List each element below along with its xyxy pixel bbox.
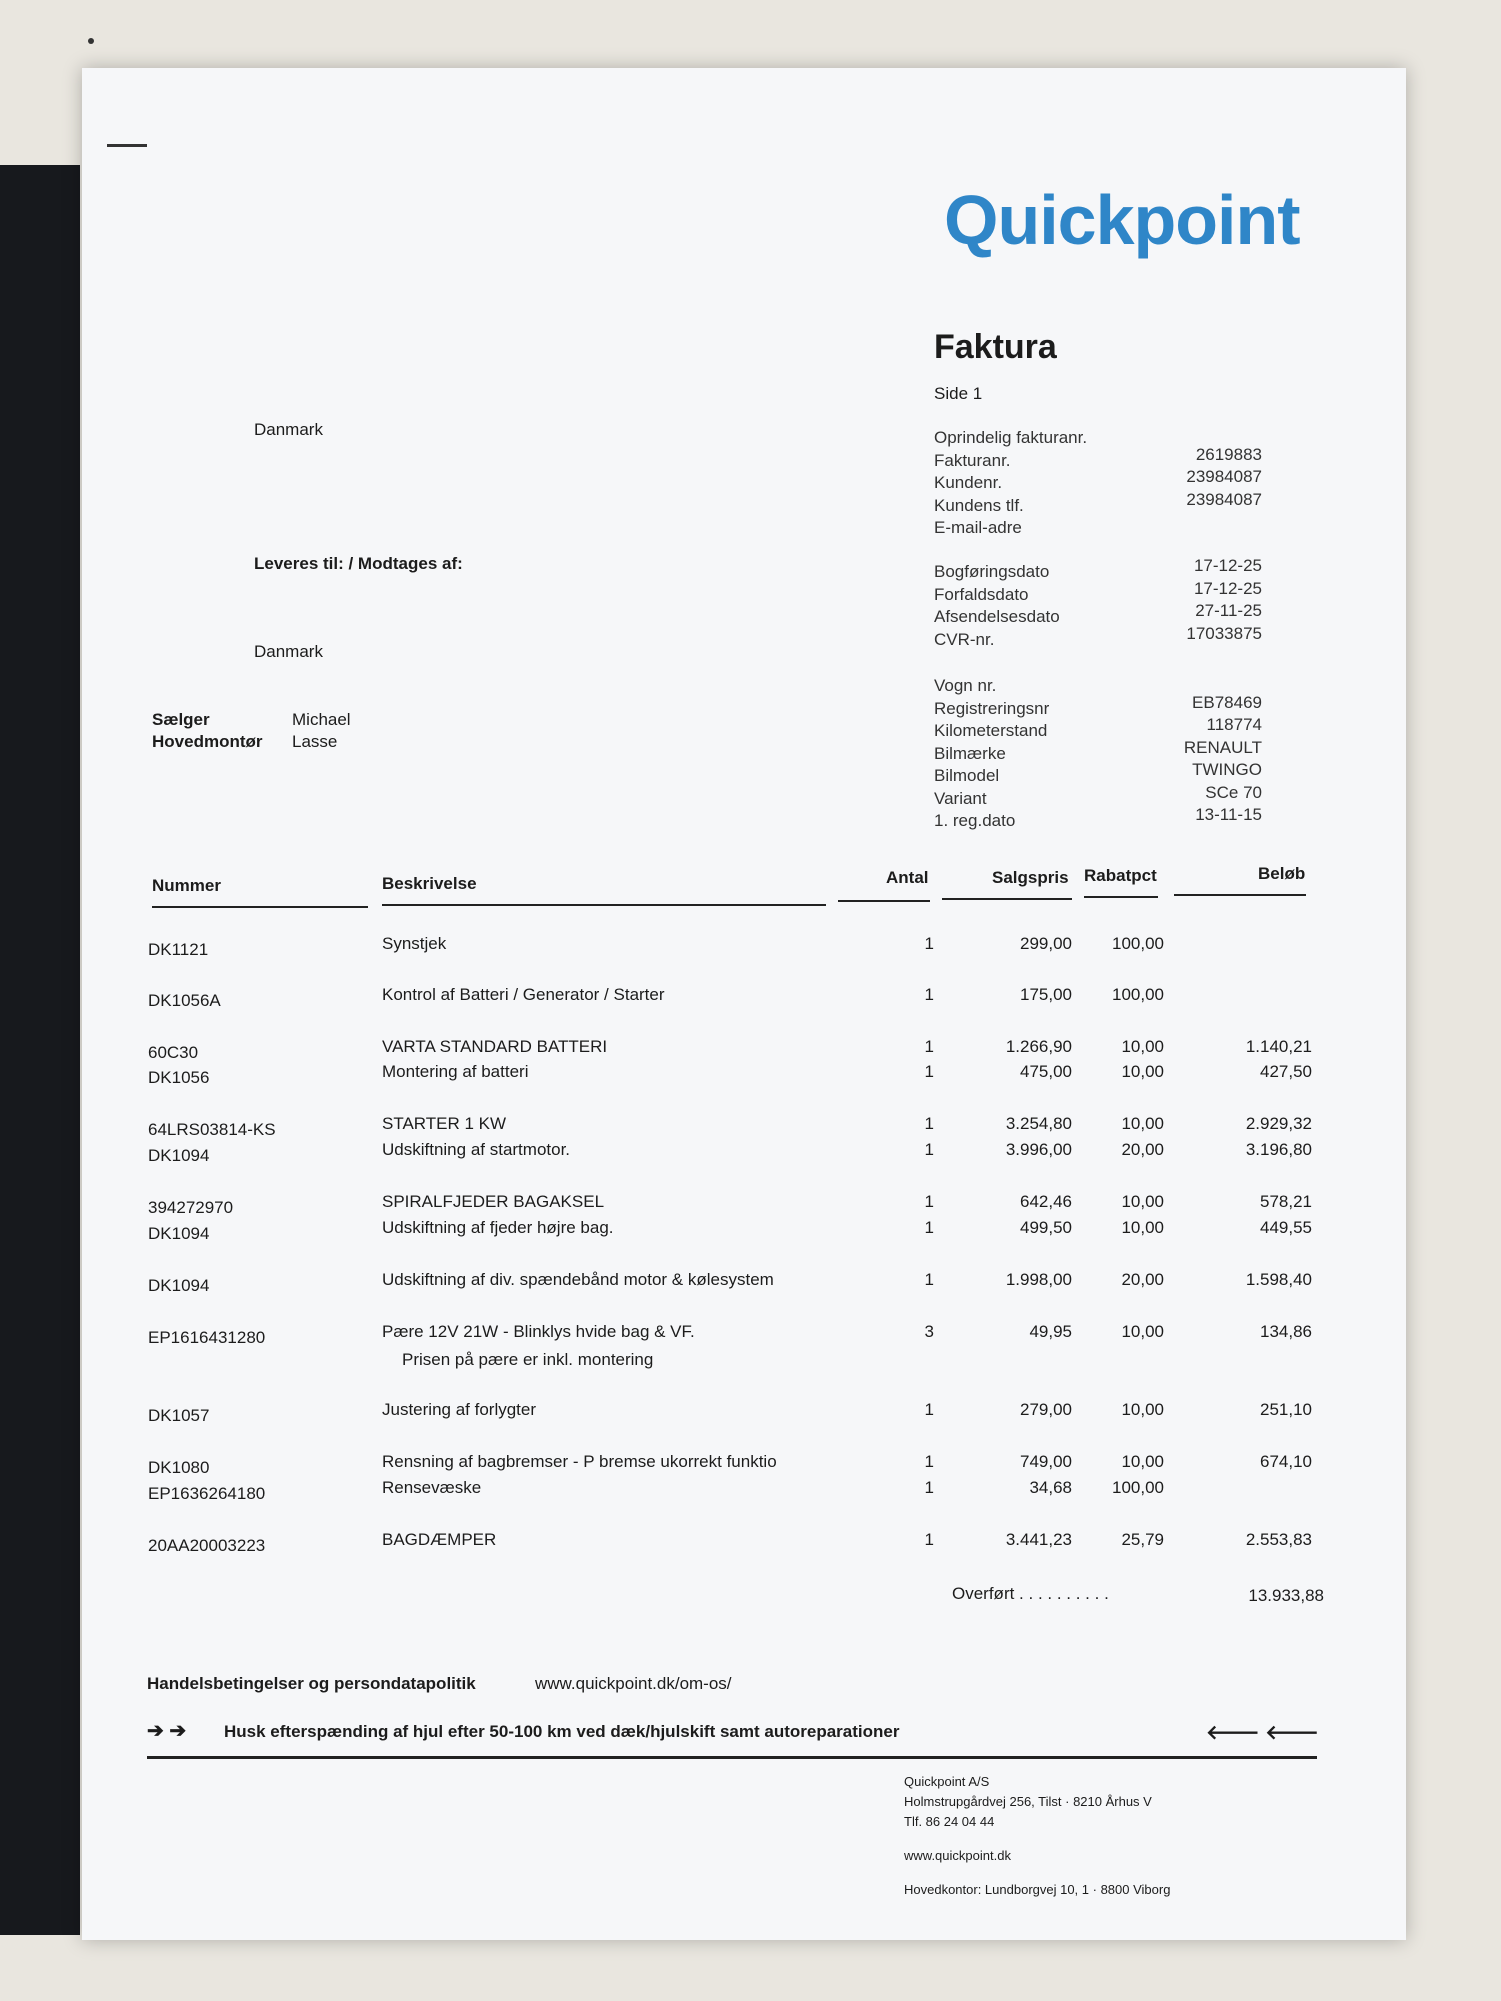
info-label: Kilometerstand [934, 721, 1048, 740]
info-value: TWINGO [1192, 760, 1262, 779]
info-label: Forfaldsdato [934, 584, 1029, 604]
company-website[interactable]: www.quickpoint.dk [904, 1848, 1011, 1863]
company-headquarters: Hovedkontor: Lundborgvej 10, 1 · 8800 Viborg [904, 1882, 1171, 1897]
background-dot [88, 38, 94, 44]
staff-value: Michael [292, 710, 351, 729]
item-discount: 10,00 [1121, 1192, 1164, 1211]
item-number: 64LRS03814-KS [148, 1120, 276, 1139]
item-amount: 251,10 [1260, 1400, 1312, 1419]
info-label: Kundens tlf. [934, 495, 1024, 515]
item-quantity: 1 [924, 985, 934, 1004]
col-header-antal: Antal [886, 868, 929, 887]
info-label: Variant [934, 788, 987, 808]
col-header-salgspris: Salgspris [992, 868, 1069, 887]
item-quantity: 1 [924, 1062, 934, 1081]
item-amount: 578,21 [1260, 1192, 1312, 1211]
item-number: 394272970 [148, 1198, 234, 1217]
item-price: 749,00 [1020, 1452, 1072, 1471]
item-price: 3.254,80 [1005, 1114, 1072, 1133]
item-number: 20AA20003223 [148, 1536, 266, 1555]
item-number: DK1121 [148, 940, 209, 959]
item-number: DK1094 [148, 1224, 210, 1243]
item-amount: 1.598,40 [1245, 1270, 1312, 1289]
info-label: Bilmærke [934, 743, 1006, 763]
binder-background [0, 165, 80, 1935]
arrow-right-icon: ➔ ➔ [147, 1720, 187, 1742]
header-underline [382, 904, 826, 906]
delivery-country: Danmark [254, 642, 323, 661]
item-description: Rensevæske [382, 1478, 482, 1497]
info-value: 23984087 [1186, 489, 1262, 509]
staff-value: Lasse [292, 732, 338, 751]
footer-divider [147, 1756, 1317, 1759]
item-description: SPIRALFJEDER BAGAKSEL [382, 1192, 605, 1211]
item-discount: 100,00 [1112, 985, 1164, 1004]
info-label: Registreringsnr [934, 698, 1050, 718]
item-description: BAGDÆMPER [382, 1530, 497, 1549]
info-value: 13-11-15 [1195, 805, 1262, 824]
item-price: 49,95 [1029, 1322, 1072, 1341]
item-quantity: 3 [924, 1322, 934, 1341]
item-quantity: 1 [924, 1400, 934, 1419]
header-underline [1084, 896, 1158, 898]
info-value: 2619883 [1195, 444, 1262, 464]
item-quantity: 1 [924, 1140, 934, 1159]
staff-label: Hovedmontør [152, 732, 263, 751]
item-description: Kontrol af Batteri / Generator / Starter [382, 985, 665, 1004]
customer-country: Danmark [254, 420, 323, 439]
item-number: EP1636264180 [148, 1484, 266, 1503]
item-discount: 10,00 [1121, 1400, 1164, 1419]
item-quantity: 1 [924, 1478, 934, 1497]
info-value: 27-11-25 [1195, 601, 1262, 620]
document-title: Faktura [934, 328, 1057, 366]
item-price: 475,00 [1020, 1062, 1072, 1081]
company-name: Quickpoint A/S [904, 1774, 990, 1789]
terms-link[interactable]: www.quickpoint.dk/om-os/ [535, 1674, 732, 1693]
info-value: 17033875 [1186, 623, 1262, 643]
col-header-belob: Beløb [1258, 864, 1306, 883]
item-price: 279,00 [1020, 1400, 1072, 1419]
item-price: 175,00 [1020, 985, 1072, 1004]
item-amount: 3.196,80 [1245, 1140, 1312, 1159]
company-phone: Tlf. 86 24 04 44 [904, 1814, 995, 1829]
item-discount: 25,79 [1121, 1530, 1164, 1549]
item-number: EP1616431280 [148, 1328, 266, 1347]
col-header-rabatpct: Rabatpct [1084, 866, 1157, 885]
page-number: Side 1 [934, 384, 983, 403]
info-label: Afsendelsesdato [934, 607, 1060, 626]
item-discount: 100,00 [1112, 1478, 1164, 1497]
item-discount: 10,00 [1121, 1452, 1164, 1471]
info-value: 23984087 [1186, 467, 1262, 486]
item-number: 60C30 [148, 1043, 199, 1062]
item-amount: 1.140,21 [1245, 1037, 1312, 1056]
item-quantity: 1 [924, 1192, 934, 1211]
item-amount: 449,55 [1260, 1218, 1312, 1237]
item-amount: 2.929,32 [1245, 1114, 1312, 1133]
invoice-paper [82, 68, 1406, 1940]
info-label: Vogn nr. [934, 676, 997, 695]
item-number: DK1056A [148, 991, 221, 1010]
item-price: 3.441,23 [1005, 1530, 1072, 1549]
item-quantity: 1 [924, 1270, 934, 1289]
info-value: SCe 70 [1205, 782, 1262, 802]
item-description: STARTER 1 KW [382, 1114, 507, 1133]
quickpoint-logo: Quickpoint [944, 181, 1300, 259]
item-quantity: 1 [924, 934, 934, 953]
info-label: Bilmodel [934, 766, 1000, 785]
item-number: DK1056 [148, 1068, 210, 1087]
item-quantity: 1 [924, 1530, 934, 1549]
info-label: Bogføringsdato [934, 562, 1050, 581]
item-discount: 10,00 [1121, 1062, 1164, 1081]
info-label: CVR-nr. [934, 629, 995, 649]
fold-mark [107, 144, 147, 147]
item-quantity: 1 [924, 1218, 934, 1237]
info-label: Kundenr. [934, 473, 1003, 492]
info-label: Oprindelig fakturanr. [934, 428, 1088, 447]
item-description: Justering af forlygter [382, 1400, 537, 1419]
item-quantity: 1 [924, 1452, 934, 1471]
reminder-text: Husk efterspænding af hjul efter 50-100 km ved dæk/hjulskift samt autoreparationer [224, 1722, 900, 1741]
header-underline [1174, 894, 1306, 896]
item-description: Rensning af bagbremser - P bremse ukorrekt funktio [382, 1452, 777, 1471]
carried-label: Overført . . . . . . . . . . [952, 1584, 1109, 1603]
item-number: DK1057 [148, 1406, 210, 1425]
info-value: 118774 [1206, 715, 1262, 734]
item-amount: 2.553,83 [1245, 1530, 1312, 1549]
info-value: RENAULT [1183, 737, 1262, 757]
item-price: 1.998,00 [1005, 1270, 1072, 1289]
item-amount: 427,50 [1260, 1062, 1312, 1081]
company-address: Holmstrupgårdvej 256, Tilst · 8210 Århus V [904, 1794, 1152, 1809]
info-value: EB78469 [1192, 692, 1262, 712]
item-number: DK1080 [148, 1458, 210, 1477]
info-value: 17-12-25 [1193, 556, 1262, 575]
info-label: E-mail-adre [934, 518, 1022, 537]
item-discount: 100,00 [1112, 934, 1164, 953]
arrow-left-icon: 🡐 🡐 [1206, 1722, 1319, 1744]
item-discount: 10,00 [1121, 1037, 1164, 1056]
header-underline [152, 906, 368, 908]
item-price: 642,46 [1020, 1192, 1072, 1211]
item-note: Prisen på pære er inkl. montering [402, 1350, 654, 1369]
item-amount: 134,86 [1260, 1322, 1312, 1341]
item-description: Udskiftning af div. spændebånd motor & kølesystem [382, 1270, 774, 1289]
item-number: DK1094 [148, 1276, 210, 1295]
header-underline [942, 898, 1072, 900]
item-discount: 10,00 [1121, 1322, 1164, 1341]
carried-value: 13.933,88 [1248, 1586, 1324, 1605]
item-description: VARTA STANDARD BATTERI [382, 1037, 608, 1056]
info-label: 1. reg.dato [934, 811, 1016, 830]
item-quantity: 1 [924, 1037, 934, 1056]
item-price: 3.996,00 [1005, 1140, 1072, 1159]
col-header-beskrivelse: Beskrivelse [382, 874, 477, 893]
item-description: Pære 12V 21W - Blinklys hvide bag & VF. [382, 1322, 695, 1341]
info-value: 17-12-25 [1193, 578, 1262, 598]
item-price: 34,68 [1029, 1478, 1072, 1497]
item-discount: 20,00 [1121, 1140, 1164, 1159]
item-price: 1.266,90 [1005, 1037, 1072, 1056]
item-discount: 10,00 [1121, 1114, 1164, 1133]
item-price: 299,00 [1020, 934, 1072, 953]
item-discount: 10,00 [1121, 1218, 1164, 1237]
item-description: Udskiftning af fjeder højre bag. [382, 1218, 614, 1237]
header-underline [838, 900, 930, 902]
staff-label: Sælger [152, 710, 210, 729]
item-discount: 20,00 [1121, 1270, 1164, 1289]
item-amount: 674,10 [1260, 1452, 1312, 1471]
info-label: Fakturanr. [934, 450, 1011, 470]
item-description: Udskiftning af startmotor. [382, 1140, 571, 1159]
terms-label: Handelsbetingelser og persondatapolitik [147, 1674, 476, 1693]
col-header-nummer: Nummer [152, 876, 221, 895]
item-description: Synstjek [382, 934, 447, 953]
item-number: DK1094 [148, 1146, 210, 1165]
item-price: 499,50 [1020, 1218, 1072, 1237]
deliver-to-label: Leveres til: / Modtages af: [254, 554, 463, 573]
item-description: Montering af batteri [382, 1062, 529, 1081]
item-quantity: 1 [924, 1114, 934, 1133]
